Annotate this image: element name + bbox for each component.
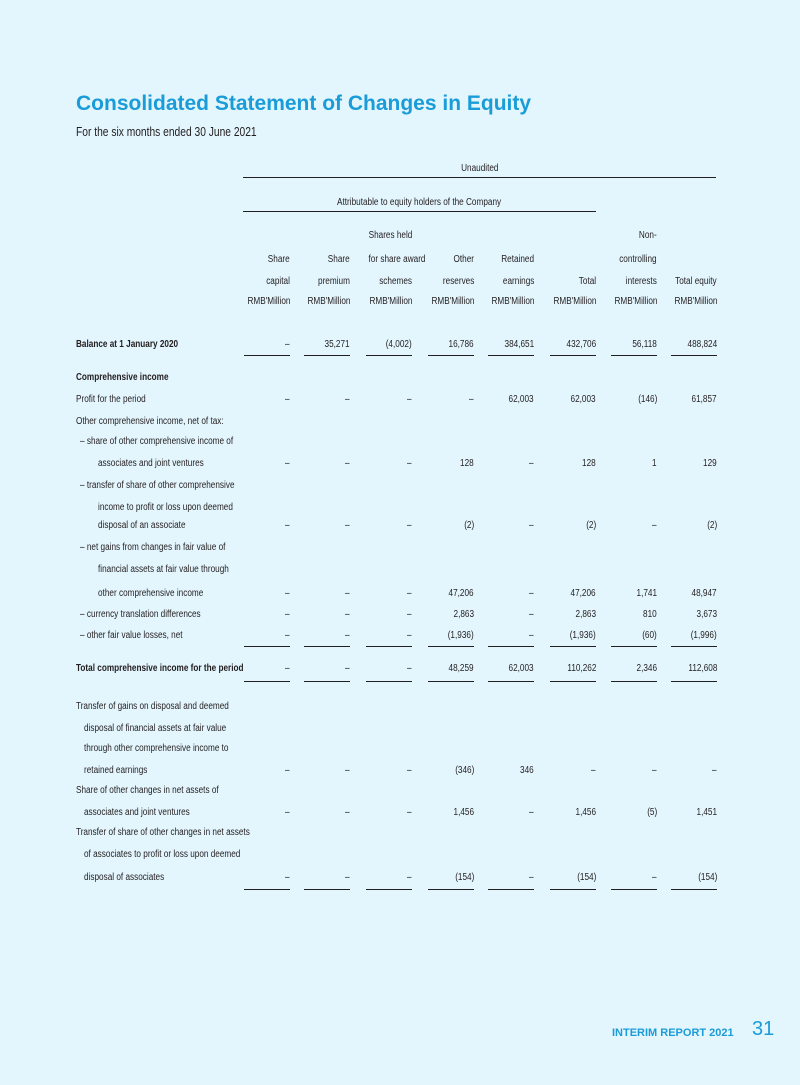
row-value bbox=[362, 588, 412, 599]
row-value bbox=[300, 663, 350, 674]
row-value-text: 432,706 bbox=[566, 339, 596, 350]
column-rule bbox=[671, 646, 717, 647]
column-rule bbox=[304, 355, 350, 356]
column-rule bbox=[366, 355, 412, 356]
row-value-text: (5) bbox=[646, 807, 657, 818]
row-value-text: – bbox=[469, 394, 474, 405]
page-title: Consolidated Statement of Changes in Equity bbox=[76, 92, 532, 115]
row-value bbox=[484, 872, 534, 883]
row-value-text: 488,824 bbox=[687, 339, 717, 350]
column-header-8-unit bbox=[661, 296, 717, 307]
column-header-5-line3 bbox=[478, 276, 534, 287]
row-value-text: – bbox=[285, 630, 290, 641]
column-header-1-unit bbox=[234, 296, 290, 307]
row-value bbox=[546, 872, 596, 883]
row-value-text: (1,936) bbox=[570, 630, 596, 641]
row-label: Balance at 1 January 2020 bbox=[76, 339, 179, 350]
row-value-text: – bbox=[591, 765, 596, 776]
column-header-text: for share award bbox=[368, 254, 426, 265]
row-value-text: – bbox=[345, 609, 350, 620]
row-value bbox=[607, 339, 657, 350]
row-value-text: 62,003 bbox=[570, 394, 596, 405]
row-value-text: (1,936) bbox=[448, 630, 474, 641]
column-header-text: Total bbox=[578, 276, 596, 287]
header-rule-attributable bbox=[243, 211, 596, 212]
page-subtitle: For the six months ended 30 June 2021 bbox=[76, 125, 257, 139]
column-header-text: RMB'Million bbox=[246, 296, 290, 307]
row-value bbox=[484, 663, 534, 674]
column-header-5-line2 bbox=[478, 254, 534, 265]
page-number: 31 bbox=[752, 1018, 775, 1040]
row-value bbox=[667, 458, 717, 469]
row-label: financial assets at fair value through bbox=[98, 564, 229, 575]
row-label: through other comprehensive income to bbox=[84, 743, 229, 754]
column-header-6-unit bbox=[540, 296, 596, 307]
row-value bbox=[240, 609, 290, 620]
row-value bbox=[484, 588, 534, 599]
column-header-text: RMB'Million bbox=[552, 296, 596, 307]
row-value-text: – bbox=[285, 588, 290, 599]
row-value bbox=[424, 394, 474, 405]
row-label: associates and joint ventures bbox=[98, 458, 204, 469]
row-value-text: – bbox=[285, 872, 290, 883]
row-value-text: 1,456 bbox=[575, 807, 596, 818]
column-rule bbox=[550, 355, 596, 356]
row-value-text: 48,259 bbox=[448, 663, 474, 674]
header-unaudited-text: Unaudited bbox=[460, 163, 499, 174]
row-value-text: – bbox=[407, 872, 412, 883]
row-value-text: 35,271 bbox=[324, 339, 350, 350]
row-value-text: 16,786 bbox=[448, 339, 474, 350]
row-value bbox=[484, 339, 534, 350]
column-header-text: capital bbox=[266, 276, 290, 287]
row-value-text: – bbox=[529, 872, 534, 883]
column-header-text: interests bbox=[626, 276, 657, 287]
column-rule bbox=[304, 646, 350, 647]
row-label: Transfer of share of other changes in net assets bbox=[76, 827, 250, 838]
row-value-text: – bbox=[285, 807, 290, 818]
row-value-text: (2) bbox=[585, 520, 596, 531]
column-header-text: reserves bbox=[442, 276, 474, 287]
row-value-text: – bbox=[529, 609, 534, 620]
row-value bbox=[667, 807, 717, 818]
row-value-text: – bbox=[345, 765, 350, 776]
column-rule bbox=[244, 355, 290, 356]
column-rule bbox=[366, 646, 412, 647]
row-value bbox=[484, 520, 534, 531]
row-value-text: – bbox=[345, 630, 350, 641]
row-value bbox=[607, 609, 657, 620]
row-value bbox=[300, 394, 350, 405]
row-value bbox=[607, 872, 657, 883]
column-header-1-line2 bbox=[234, 254, 290, 265]
row-value bbox=[484, 609, 534, 620]
row-value-text: – bbox=[285, 765, 290, 776]
row-value bbox=[546, 765, 596, 776]
report-label: INTERIM REPORT 2021 bbox=[612, 1027, 734, 1039]
row-value bbox=[546, 630, 596, 641]
row-value bbox=[667, 630, 717, 641]
row-label: Share of other changes in net assets of bbox=[76, 785, 219, 796]
row-value bbox=[240, 765, 290, 776]
row-value bbox=[424, 609, 474, 620]
row-value bbox=[546, 609, 596, 620]
column-header-4-line3 bbox=[418, 276, 474, 287]
row-value bbox=[362, 520, 412, 531]
column-header-text: RMB'Million bbox=[430, 296, 474, 307]
row-value bbox=[667, 588, 717, 599]
row-value-text: – bbox=[345, 807, 350, 818]
column-header-text: Total equity bbox=[675, 276, 717, 287]
row-value bbox=[484, 630, 534, 641]
column-header-text: RMB'Million bbox=[613, 296, 657, 307]
row-label: retained earnings bbox=[84, 765, 148, 776]
row-value bbox=[546, 588, 596, 599]
row-label: – share of other comprehensive income of bbox=[80, 436, 234, 447]
row-value bbox=[362, 765, 412, 776]
row-value-text: – bbox=[407, 807, 412, 818]
row-value-text: (146) bbox=[637, 394, 657, 405]
header-unaudited bbox=[243, 163, 716, 174]
column-rule bbox=[611, 355, 657, 356]
column-rule bbox=[366, 889, 412, 890]
row-value bbox=[300, 339, 350, 350]
row-value-text: 128 bbox=[460, 458, 474, 469]
row-value-text: – bbox=[345, 872, 350, 883]
column-rule bbox=[244, 681, 290, 682]
row-label: disposal of associates bbox=[84, 872, 165, 883]
row-value-text: 56,118 bbox=[632, 339, 657, 350]
column-header-7-line3 bbox=[601, 276, 657, 287]
row-value bbox=[546, 663, 596, 674]
row-value bbox=[300, 458, 350, 469]
row-value bbox=[607, 394, 657, 405]
row-value-text: (2) bbox=[706, 520, 717, 531]
column-rule bbox=[244, 646, 290, 647]
column-header-5-unit bbox=[478, 296, 534, 307]
row-value bbox=[607, 458, 657, 469]
row-value-text: – bbox=[652, 765, 657, 776]
row-value bbox=[240, 520, 290, 531]
row-value-text: (1,996) bbox=[691, 630, 717, 641]
column-header-text: Shares held bbox=[368, 230, 412, 241]
row-value-text: (154) bbox=[576, 872, 596, 883]
row-label: disposal of financial assets at fair value bbox=[84, 723, 227, 734]
row-value bbox=[300, 765, 350, 776]
column-rule bbox=[611, 646, 657, 647]
column-header-text: schemes bbox=[379, 276, 412, 287]
row-value bbox=[484, 807, 534, 818]
row-value-text: 2,863 bbox=[453, 609, 474, 620]
column-header-7-unit bbox=[601, 296, 657, 307]
column-rule bbox=[428, 889, 474, 890]
row-value-text: – bbox=[407, 394, 412, 405]
row-value-text: 48,947 bbox=[691, 588, 717, 599]
row-value-text: – bbox=[529, 588, 534, 599]
row-value-text: – bbox=[285, 663, 290, 674]
row-value bbox=[362, 458, 412, 469]
row-value-text: (154) bbox=[697, 872, 717, 883]
row-value bbox=[607, 663, 657, 674]
row-value bbox=[424, 765, 474, 776]
row-value-text: 2,863 bbox=[575, 609, 596, 620]
column-header-8-line3 bbox=[661, 276, 717, 287]
row-label: of associates to profit or loss upon deemed bbox=[84, 849, 241, 860]
row-label: Other comprehensive income, net of tax: bbox=[76, 416, 224, 427]
column-header-text: RMB'Million bbox=[490, 296, 534, 307]
row-value-text: – bbox=[407, 520, 412, 531]
row-value-text: 1 bbox=[652, 458, 657, 469]
column-header-7-line1 bbox=[601, 230, 657, 241]
column-header-2-line2 bbox=[294, 254, 350, 265]
row-value bbox=[300, 872, 350, 883]
header-attributable bbox=[243, 197, 596, 208]
column-header-text: Non- bbox=[639, 230, 657, 241]
row-value-text: – bbox=[407, 630, 412, 641]
row-value bbox=[362, 630, 412, 641]
column-header-text: Other bbox=[453, 254, 474, 265]
row-value bbox=[607, 520, 657, 531]
column-header-text: RMB'Million bbox=[673, 296, 717, 307]
column-rule bbox=[244, 889, 290, 890]
row-value-text: 810 bbox=[643, 609, 657, 620]
column-rule bbox=[304, 889, 350, 890]
column-header-3-unit bbox=[356, 296, 412, 307]
row-value-text: 3,673 bbox=[696, 609, 717, 620]
row-value bbox=[424, 520, 474, 531]
row-value-text: – bbox=[345, 588, 350, 599]
row-value-text: 2,346 bbox=[636, 663, 657, 674]
row-value bbox=[362, 663, 412, 674]
row-value bbox=[300, 609, 350, 620]
column-header-text: earnings bbox=[502, 276, 534, 287]
column-rule bbox=[611, 681, 657, 682]
row-value-text: – bbox=[285, 520, 290, 531]
row-label: – transfer of share of other comprehensive bbox=[80, 480, 235, 491]
row-value bbox=[667, 520, 717, 531]
row-value-text: 1,741 bbox=[636, 588, 657, 599]
row-value bbox=[424, 339, 474, 350]
row-value bbox=[240, 458, 290, 469]
column-rule bbox=[550, 889, 596, 890]
row-value bbox=[240, 630, 290, 641]
row-value bbox=[667, 609, 717, 620]
row-value-text: – bbox=[529, 520, 534, 531]
column-header-text: premium bbox=[318, 276, 350, 287]
column-rule bbox=[304, 681, 350, 682]
row-value bbox=[484, 394, 534, 405]
row-value bbox=[424, 458, 474, 469]
row-value bbox=[240, 807, 290, 818]
row-value bbox=[424, 630, 474, 641]
column-header-3-line2 bbox=[356, 254, 426, 265]
row-value bbox=[607, 807, 657, 818]
row-value bbox=[667, 765, 717, 776]
row-value-text: (60) bbox=[642, 630, 657, 641]
row-value-text: 110,262 bbox=[566, 663, 596, 674]
row-label: Transfer of gains on disposal and deemed bbox=[76, 701, 229, 712]
row-value-text: – bbox=[285, 609, 290, 620]
row-value bbox=[362, 807, 412, 818]
row-value-text: – bbox=[407, 588, 412, 599]
column-rule bbox=[550, 646, 596, 647]
row-value bbox=[484, 458, 534, 469]
row-value-text: – bbox=[407, 609, 412, 620]
row-label: Profit for the period bbox=[76, 394, 146, 405]
row-label: – currency translation differences bbox=[80, 609, 201, 620]
column-rule bbox=[671, 889, 717, 890]
row-value-text: 112,608 bbox=[687, 663, 717, 674]
row-value bbox=[667, 663, 717, 674]
row-value-text: – bbox=[345, 394, 350, 405]
row-value-text: – bbox=[407, 663, 412, 674]
row-value-text: – bbox=[285, 394, 290, 405]
row-value-text: – bbox=[285, 339, 290, 350]
column-rule bbox=[366, 681, 412, 682]
row-value bbox=[300, 588, 350, 599]
row-value-text: – bbox=[712, 765, 717, 776]
row-label: Total comprehensive income for the period bbox=[76, 663, 244, 674]
column-header-text: controlling bbox=[619, 254, 657, 265]
row-value bbox=[424, 807, 474, 818]
column-header-7-line2 bbox=[601, 254, 657, 265]
row-label: Comprehensive income bbox=[76, 372, 169, 383]
row-value-text: (4,002) bbox=[386, 339, 412, 350]
row-value-text: (154) bbox=[454, 872, 474, 883]
row-value bbox=[240, 872, 290, 883]
column-rule bbox=[428, 646, 474, 647]
column-rule bbox=[671, 355, 717, 356]
row-value bbox=[300, 630, 350, 641]
row-value-text: – bbox=[529, 458, 534, 469]
row-value bbox=[546, 520, 596, 531]
row-value bbox=[546, 339, 596, 350]
row-value bbox=[362, 394, 412, 405]
row-value-text: – bbox=[407, 765, 412, 776]
header-rule-unaudited bbox=[243, 177, 716, 178]
row-value-text: 129 bbox=[703, 458, 717, 469]
row-value bbox=[607, 765, 657, 776]
row-value bbox=[240, 394, 290, 405]
row-value-text: 47,206 bbox=[570, 588, 596, 599]
column-header-6-line3 bbox=[540, 276, 596, 287]
row-value bbox=[362, 339, 412, 350]
row-value bbox=[484, 765, 534, 776]
column-rule bbox=[428, 681, 474, 682]
column-header-text: Retained bbox=[501, 254, 534, 265]
column-header-text: RMB'Million bbox=[368, 296, 412, 307]
row-value bbox=[546, 807, 596, 818]
row-value bbox=[240, 663, 290, 674]
row-value bbox=[424, 588, 474, 599]
row-value-text: – bbox=[345, 458, 350, 469]
row-label: – net gains from changes in fair value of bbox=[80, 542, 226, 553]
row-value-text: (346) bbox=[454, 765, 474, 776]
row-value bbox=[667, 872, 717, 883]
row-value-text: – bbox=[529, 630, 534, 641]
row-value bbox=[667, 339, 717, 350]
row-value bbox=[607, 630, 657, 641]
column-rule bbox=[488, 889, 534, 890]
row-value-text: – bbox=[285, 458, 290, 469]
row-value-text: 384,651 bbox=[504, 339, 534, 350]
row-value bbox=[667, 394, 717, 405]
row-label: associates and joint ventures bbox=[84, 807, 190, 818]
row-value bbox=[607, 588, 657, 599]
row-value-text: – bbox=[652, 872, 657, 883]
row-value-text: 1,456 bbox=[453, 807, 474, 818]
column-header-1-line3 bbox=[234, 276, 290, 287]
row-value bbox=[546, 394, 596, 405]
row-value-text: – bbox=[407, 458, 412, 469]
row-value bbox=[424, 663, 474, 674]
column-header-3-line3 bbox=[356, 276, 412, 287]
column-header-3-line1 bbox=[356, 230, 412, 241]
column-header-2-line3 bbox=[294, 276, 350, 287]
column-rule bbox=[671, 681, 717, 682]
row-value-text: – bbox=[345, 663, 350, 674]
row-value bbox=[424, 872, 474, 883]
column-rule bbox=[488, 355, 534, 356]
row-value-text: – bbox=[345, 520, 350, 531]
row-value-text: (2) bbox=[463, 520, 474, 531]
row-value bbox=[362, 872, 412, 883]
row-value-text: 346 bbox=[520, 765, 534, 776]
row-value-text: 62,003 bbox=[508, 394, 534, 405]
column-header-text: RMB'Million bbox=[306, 296, 350, 307]
column-rule bbox=[611, 889, 657, 890]
header-attributable-text: Attributable to equity holders of the Company bbox=[337, 197, 502, 208]
column-rule bbox=[428, 355, 474, 356]
column-rule bbox=[550, 681, 596, 682]
column-header-text: Share bbox=[328, 254, 350, 265]
row-value-text: – bbox=[529, 807, 534, 818]
column-header-2-unit bbox=[294, 296, 350, 307]
row-value bbox=[546, 458, 596, 469]
row-label: other comprehensive income bbox=[98, 588, 204, 599]
row-value-text: 61,857 bbox=[691, 394, 717, 405]
column-header-text: Share bbox=[268, 254, 290, 265]
column-rule bbox=[488, 646, 534, 647]
row-value bbox=[300, 520, 350, 531]
column-rule bbox=[488, 681, 534, 682]
row-label: disposal of an associate bbox=[98, 520, 186, 531]
row-value bbox=[240, 588, 290, 599]
row-value-text: 1,451 bbox=[696, 807, 717, 818]
column-header-4-line2 bbox=[418, 254, 474, 265]
column-header-4-unit bbox=[418, 296, 474, 307]
row-value-text: 128 bbox=[582, 458, 596, 469]
row-value-text: 47,206 bbox=[448, 588, 474, 599]
row-label: income to profit or loss upon deemed bbox=[98, 502, 233, 513]
row-value bbox=[362, 609, 412, 620]
row-value-text: – bbox=[652, 520, 657, 531]
row-value bbox=[300, 807, 350, 818]
row-value bbox=[240, 339, 290, 350]
row-value-text: 62,003 bbox=[508, 663, 534, 674]
row-label: – other fair value losses, net bbox=[80, 630, 183, 641]
